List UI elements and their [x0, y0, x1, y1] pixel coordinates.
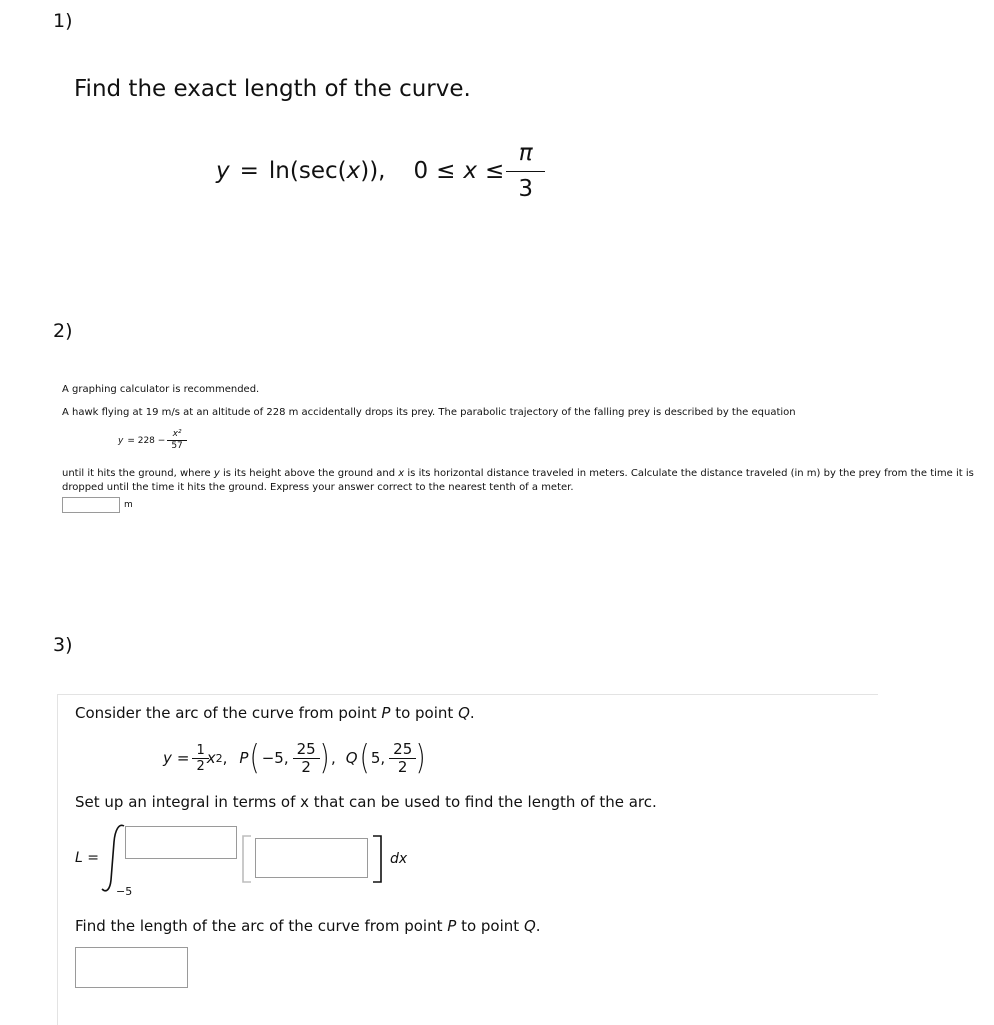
body-y: y	[213, 468, 220, 479]
body-part-3: is its horizontal distance traveled in meters. Calculate the distance traveled (in m) by the prey from the time it is dropped until the time it hits the ground. Express your answer correct to the nearest tenth of a meter.	[62, 468, 974, 493]
body-x: x	[398, 468, 405, 479]
question-2-number: 2)	[53, 320, 73, 342]
eq3-x: x	[206, 749, 216, 767]
integral-sign-icon	[100, 822, 128, 894]
eq-ln-sec: ln(sec(	[268, 158, 347, 184]
eq3-y: y	[163, 749, 172, 767]
question-3-prompt	[75, 704, 475, 722]
question-1-prompt: Find the exact length of the curve.	[74, 76, 471, 102]
paren-open-Q: (	[359, 738, 370, 778]
lower-limit: −5	[116, 885, 133, 898]
paren-close-Q: )	[415, 738, 426, 778]
distance-answer-input[interactable]	[62, 497, 120, 513]
eq2-numerator: x²	[172, 429, 182, 439]
question-1-equation	[216, 135, 539, 207]
eq2-rest: = 228 −	[127, 435, 166, 446]
find-length-prompt	[75, 917, 541, 935]
point-P-y	[295, 739, 318, 776]
eq-x: x	[346, 158, 361, 184]
ineq-le-2: ≤	[485, 158, 505, 184]
differential-dx: dx	[390, 851, 408, 867]
paren-open-P: (	[250, 738, 261, 778]
question-1-number: 1)	[53, 10, 73, 32]
point-Q-x: 5,	[370, 749, 386, 767]
ineq-zero: 0	[413, 158, 429, 184]
question-2-equation	[118, 430, 185, 451]
eq2-fraction	[169, 430, 184, 451]
eq-close: )),	[360, 158, 386, 184]
prompt-Q: Q	[458, 704, 470, 722]
find-Q: Q	[523, 917, 536, 935]
right-bracket-icon	[371, 835, 383, 883]
point-Q-label: Q	[345, 749, 358, 767]
prompt-period: .	[469, 704, 475, 722]
eq2-y: y	[118, 435, 124, 446]
eq-equals: =	[239, 158, 259, 184]
prompt-part-2: to point	[395, 704, 454, 722]
body-part-1: until it hits the ground, where	[62, 468, 211, 479]
Q-y-numerator: 25	[393, 739, 413, 758]
prompt-P: P	[381, 704, 391, 722]
find-period: .	[535, 917, 541, 935]
P-y-denominator: 2	[293, 758, 320, 775]
question-2-intro: A hawk flying at 19 m/s at an altitude of 228 m accidentally drops its prey. The parabolic trajectory of the falling prey is described by the equation	[62, 407, 796, 418]
eq3-comma-2: ,	[330, 749, 336, 767]
denominator-3: 3	[506, 171, 545, 201]
prompt-part-1: Consider the arc of the curve from point	[75, 704, 377, 722]
Q-y-denominator: 2	[389, 758, 416, 775]
eq3-half	[194, 744, 206, 773]
integrand-input[interactable]	[255, 838, 368, 878]
pi-symbol: π	[518, 139, 533, 166]
question-3-number: 3)	[53, 634, 73, 656]
ineq-le-1: ≤	[436, 158, 456, 184]
P-y-numerator: 25	[296, 739, 316, 758]
find-part-2: to point	[461, 917, 520, 935]
L-equals-sign: =	[87, 850, 99, 866]
arc-length-answer-input[interactable]	[75, 947, 188, 988]
left-bracket-icon	[241, 835, 253, 883]
find-P: P	[447, 917, 457, 935]
calculator-note: A graphing calculator is recommended.	[62, 384, 260, 395]
setup-instruction: Set up an integral in terms of x that can be used to find the length of the arc.	[75, 793, 657, 811]
point-P-label: P	[239, 749, 249, 767]
half-numerator: 1	[196, 742, 205, 758]
paren-close-P: )	[319, 738, 330, 778]
upper-limit-input[interactable]	[125, 826, 237, 859]
L-label: L	[75, 850, 83, 866]
half-denominator: 2	[192, 758, 208, 773]
ineq-x: x	[463, 158, 478, 184]
question-2-body	[62, 467, 987, 495]
pi-over-3	[512, 139, 539, 202]
eq3-comma-1: ,	[222, 749, 228, 767]
eq3-exponent: 2	[215, 751, 223, 765]
eq2-denominator: 57	[167, 440, 186, 451]
question-3-equation	[163, 737, 428, 779]
find-part-1: Find the length of the arc of the curve from point	[75, 917, 443, 935]
point-P-x: −5,	[261, 749, 289, 767]
L-equals	[75, 850, 99, 866]
body-part-2: is its height above the ground and	[222, 468, 396, 479]
eq-y: y	[216, 158, 230, 184]
point-Q-y	[391, 739, 414, 776]
meters-unit: m	[124, 500, 133, 510]
eq3-equals: =	[176, 749, 190, 767]
